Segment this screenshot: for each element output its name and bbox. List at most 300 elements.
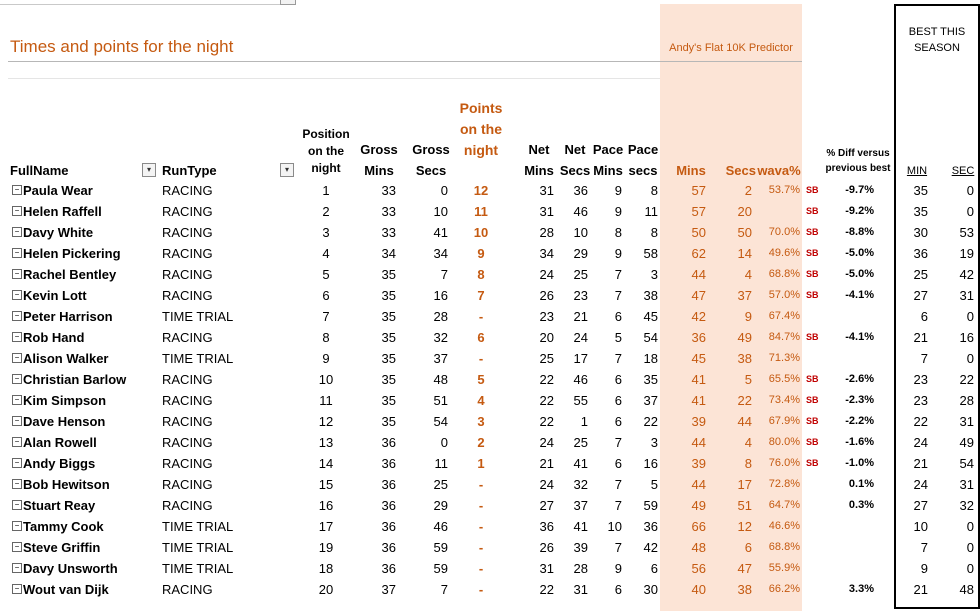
season-best-badge: SB	[806, 227, 819, 237]
wava-cell: 55.9%	[768, 562, 800, 574]
expand-collapse-icon[interactable]: −	[12, 584, 22, 594]
runtype-cell: RACING	[162, 246, 213, 261]
predicted-secs-cell: 4	[744, 267, 752, 282]
fullname-cell: Paula Wear	[23, 183, 93, 198]
best-sec-cell: 49	[959, 435, 974, 450]
predicted-secs-cell: 12	[737, 519, 752, 534]
wava-cell: 68.8%	[768, 541, 800, 553]
diff-cell: -4.1%	[845, 331, 874, 343]
gross-secs-cell: 32	[433, 330, 448, 345]
predicted-mins-cell: 40	[691, 582, 706, 597]
wava-cell: 67.9%	[768, 415, 800, 427]
position-cell: 17	[318, 519, 334, 534]
predicted-secs-cell: 47	[737, 561, 752, 576]
predicted-secs-cell: 22	[737, 393, 752, 408]
points-cell: 5	[477, 372, 485, 387]
table-row	[0, 495, 980, 516]
expand-collapse-icon[interactable]: −	[12, 437, 22, 447]
diff-cell: 0.3%	[848, 499, 874, 511]
pace-mins-cell: 7	[614, 288, 622, 303]
pace-secs-cell: 38	[643, 288, 658, 303]
table-row	[0, 432, 980, 453]
predicted-secs-cell: 20	[737, 204, 752, 219]
best-min-cell: 7	[920, 351, 928, 366]
pace-mins-cell: 7	[614, 498, 622, 513]
predicted-mins-cell: 41	[691, 393, 706, 408]
expand-collapse-icon[interactable]: −	[12, 458, 22, 468]
fullname-cell: Christian Barlow	[23, 372, 127, 387]
best-sec-cell: 28	[959, 393, 974, 408]
predicted-mins-cell: 48	[691, 540, 706, 555]
position-cell: 1	[322, 183, 330, 198]
position-cell: 2	[322, 204, 330, 219]
diff-cell: 3.3%	[848, 583, 874, 595]
table-row	[0, 579, 980, 600]
expand-collapse-icon[interactable]: −	[12, 374, 22, 384]
header-points: Points on the night	[459, 100, 503, 158]
title-divider	[8, 61, 660, 62]
expand-collapse-icon[interactable]: −	[12, 311, 22, 321]
best-min-cell: 27	[913, 498, 928, 513]
net-secs-cell: 23	[573, 288, 588, 303]
header-position: Position on the night	[302, 127, 350, 175]
net-mins-cell: 26	[539, 540, 554, 555]
runtype-cell: TIME TRIAL	[162, 519, 234, 534]
pace-mins-cell: 9	[614, 561, 622, 576]
fullname-cell: Alison Walker	[23, 351, 109, 366]
gross-mins-cell: 33	[381, 204, 396, 219]
diff-cell: 0.1%	[848, 478, 874, 490]
expand-collapse-icon[interactable]: −	[12, 353, 22, 363]
predicted-secs-cell: 44	[737, 414, 752, 429]
diff-cell: -8.8%	[845, 226, 874, 238]
net-secs-cell: 1	[580, 414, 588, 429]
points-cell: 10	[473, 225, 489, 240]
header-gross-mins: Gross Mins	[360, 142, 398, 178]
predicted-secs-cell: 50	[737, 225, 752, 240]
gross-mins-cell: 36	[381, 519, 396, 534]
pace-secs-cell: 5	[650, 477, 658, 492]
expand-collapse-icon[interactable]: −	[12, 416, 22, 426]
points-cell: -	[478, 561, 484, 576]
points-cell: -	[478, 498, 484, 513]
header-runtype: RunType	[162, 163, 217, 178]
runtype-cell: RACING	[162, 267, 213, 282]
pace-secs-cell: 42	[643, 540, 658, 555]
points-cell: -	[478, 309, 484, 324]
pace-secs-cell: 30	[643, 582, 658, 597]
predicted-mins-cell: 44	[691, 435, 706, 450]
gross-mins-cell: 34	[381, 246, 396, 261]
gross-mins-cell: 36	[381, 540, 396, 555]
pace-secs-cell: 8	[650, 225, 658, 240]
net-secs-cell: 10	[573, 225, 588, 240]
pace-secs-cell: 59	[643, 498, 658, 513]
pace-mins-cell: 9	[614, 246, 622, 261]
net-mins-cell: 20	[539, 330, 554, 345]
predicted-mins-cell: 36	[691, 330, 706, 345]
points-cell: 2	[477, 435, 485, 450]
table-row	[0, 285, 980, 306]
predicted-secs-cell: 14	[737, 246, 752, 261]
best-min-cell: 30	[913, 225, 928, 240]
pace-secs-cell: 37	[643, 393, 658, 408]
header-fullname: FullName	[10, 163, 69, 178]
gross-secs-cell: 54	[433, 414, 448, 429]
position-cell: 10	[318, 372, 334, 387]
best-sec-cell: 0	[966, 519, 974, 534]
pace-mins-cell: 6	[614, 582, 622, 597]
best-min-cell: 7	[920, 540, 928, 555]
position-cell: 12	[318, 414, 334, 429]
predicted-secs-cell: 6	[744, 540, 752, 555]
best-min-cell: 21	[913, 456, 928, 471]
diff-cell: -1.0%	[845, 457, 874, 469]
predicted-mins-cell: 49	[691, 498, 706, 513]
season-best-badge: SB	[806, 248, 819, 258]
best-min-cell: 27	[913, 288, 928, 303]
diff-cell: -5.0%	[845, 247, 874, 259]
runtype-cell: TIME TRIAL	[162, 309, 234, 324]
pace-secs-cell: 58	[643, 246, 658, 261]
expand-collapse-icon[interactable]: −	[12, 542, 22, 552]
season-best-badge: SB	[806, 332, 819, 342]
net-secs-cell: 24	[573, 330, 588, 345]
title-divider-light	[8, 78, 660, 79]
runtype-cell: RACING	[162, 414, 213, 429]
expand-collapse-icon[interactable]: −	[12, 332, 22, 342]
diff-cell: -2.3%	[845, 394, 874, 406]
gross-secs-cell: 11	[434, 456, 448, 471]
wava-cell: 57.0%	[768, 289, 800, 301]
runtype-cell: RACING	[162, 225, 213, 240]
header-pred-mins: Mins	[676, 163, 706, 178]
runtype-cell: RACING	[162, 477, 213, 492]
pace-mins-cell: 7	[614, 351, 622, 366]
season-best-badge: SB	[806, 206, 819, 216]
gross-secs-cell: 48	[433, 372, 448, 387]
net-secs-cell: 37	[573, 498, 588, 513]
diff-cell: -9.7%	[845, 184, 874, 196]
wava-cell: 49.6%	[768, 247, 800, 259]
predicted-mins-cell: 47	[691, 288, 706, 303]
best-sec-cell: 0	[966, 309, 974, 324]
gross-mins-cell: 33	[381, 225, 396, 240]
predicted-mins-cell: 44	[691, 267, 706, 282]
predicted-mins-cell: 39	[691, 456, 706, 471]
diff-cell: -1.6%	[845, 436, 874, 448]
wava-cell: 80.0%	[768, 436, 800, 448]
gross-mins-cell: 35	[381, 288, 396, 303]
predicted-secs-cell: 37	[737, 288, 752, 303]
pace-mins-cell: 7	[614, 477, 622, 492]
gross-secs-cell: 37	[433, 351, 448, 366]
net-secs-cell: 31	[573, 582, 588, 597]
points-cell: 3	[477, 414, 485, 429]
fullname-cell: Rob Hand	[23, 330, 85, 345]
diff-cell: -4.1%	[845, 289, 874, 301]
net-mins-cell: 22	[539, 393, 554, 408]
position-cell: 16	[318, 498, 334, 513]
fullname-cell: Andy Biggs	[23, 456, 96, 471]
gross-secs-cell: 59	[433, 561, 448, 576]
gross-mins-cell: 35	[381, 267, 396, 282]
points-cell: 7	[477, 288, 485, 303]
fullname-cell: Steve Griffin	[23, 540, 101, 555]
pace-mins-cell: 6	[614, 372, 622, 387]
predicted-mins-cell: 62	[691, 246, 706, 261]
header-pred-secs: Secs	[725, 163, 756, 178]
expand-collapse-icon[interactable]: −	[12, 563, 22, 573]
best-sec-cell: 22	[959, 372, 974, 387]
header-net-mins: Net Mins	[524, 142, 554, 178]
wava-cell: 46.6%	[768, 520, 800, 532]
gross-secs-cell: 51	[433, 393, 448, 408]
filter-sort-icon[interactable]: ▾	[142, 163, 156, 177]
pace-mins-cell: 10	[607, 519, 622, 534]
gross-mins-cell: 36	[381, 435, 396, 450]
best-min-cell: 35	[913, 204, 928, 219]
pace-secs-cell: 3	[650, 267, 658, 282]
header-sec: SEC	[951, 165, 975, 177]
points-cell: 1	[477, 456, 485, 471]
net-secs-cell: 21	[573, 309, 588, 324]
position-cell: 8	[322, 330, 330, 345]
best-min-cell: 21	[913, 582, 928, 597]
runtype-cell: RACING	[162, 435, 213, 450]
wava-cell: 53.7%	[768, 184, 800, 196]
net-mins-cell: 22	[539, 582, 554, 597]
header-gross-secs: Gross Secs	[412, 142, 450, 178]
predicted-secs-cell: 8	[744, 456, 752, 471]
season-best-badge: SB	[806, 458, 819, 468]
pace-secs-cell: 35	[643, 372, 658, 387]
best-sec-cell: 32	[959, 498, 974, 513]
pace-mins-cell: 5	[614, 330, 622, 345]
pace-secs-cell: 54	[643, 330, 658, 345]
table-row	[0, 222, 980, 243]
pace-secs-cell: 8	[650, 183, 658, 198]
net-mins-cell: 24	[539, 435, 554, 450]
best-sec-cell: 31	[959, 477, 974, 492]
gross-secs-cell: 0	[440, 435, 448, 450]
fullname-cell: Stuart Reay	[23, 498, 96, 513]
gross-mins-cell: 35	[381, 309, 396, 324]
best-min-cell: 6	[920, 309, 928, 324]
best-sec-cell: 42	[959, 267, 974, 282]
position-cell: 15	[318, 477, 334, 492]
wava-cell: 73.4%	[768, 394, 800, 406]
table-row	[0, 180, 980, 201]
expand-collapse-icon[interactable]: −	[12, 185, 22, 195]
best-this-season-title: BEST THIS SEASON	[908, 26, 966, 54]
fullname-cell: Wout van Dijk	[23, 582, 109, 597]
points-cell: 8	[477, 267, 485, 282]
fullname-cell: Davy White	[23, 225, 94, 240]
runtype-cell: RACING	[162, 582, 213, 597]
expand-collapse-icon[interactable]: −	[12, 500, 22, 510]
net-mins-cell: 28	[539, 225, 554, 240]
gross-secs-cell: 28	[433, 309, 448, 324]
best-sec-cell: 53	[959, 225, 974, 240]
predicted-mins-cell: 50	[691, 225, 706, 240]
gross-secs-cell: 46	[433, 519, 448, 534]
fullname-cell: Tammy Cook	[23, 519, 104, 534]
best-min-cell: 23	[913, 393, 928, 408]
predicted-mins-cell: 56	[691, 561, 706, 576]
best-sec-cell: 16	[959, 330, 974, 345]
table-row	[0, 201, 980, 222]
pace-secs-cell: 36	[643, 519, 658, 534]
gross-mins-cell: 36	[381, 561, 396, 576]
gross-secs-cell: 7	[440, 267, 448, 282]
season-best-badge: SB	[806, 374, 819, 384]
table-row	[0, 348, 980, 369]
points-cell: -	[478, 477, 484, 492]
predicted-mins-cell: 45	[691, 351, 706, 366]
gross-mins-cell: 36	[381, 456, 396, 471]
gross-mins-cell: 35	[381, 330, 396, 345]
position-cell: 7	[322, 309, 330, 324]
predicted-secs-cell: 38	[737, 351, 752, 366]
expand-collapse-icon[interactable]: −	[12, 395, 22, 405]
gross-mins-cell: 35	[381, 351, 396, 366]
best-sec-cell: 0	[966, 561, 974, 576]
expand-collapse-icon[interactable]: −	[12, 248, 22, 258]
dropdown-button[interactable]	[280, 0, 296, 5]
predicted-mins-cell: 57	[691, 183, 706, 198]
fullname-cell: Peter Harrison	[23, 309, 113, 324]
wava-cell: 72.8%	[768, 478, 800, 490]
expand-collapse-icon[interactable]: −	[12, 269, 22, 279]
best-sec-cell: 0	[966, 204, 974, 219]
net-secs-cell: 41	[573, 519, 588, 534]
season-best-badge: SB	[806, 395, 819, 405]
fullname-cell: Bob Hewitson	[23, 477, 110, 492]
best-sec-cell: 19	[959, 246, 974, 261]
season-best-badge: SB	[806, 290, 819, 300]
gross-secs-cell: 25	[433, 477, 448, 492]
best-sec-cell: 31	[959, 288, 974, 303]
predicted-secs-cell: 17	[737, 477, 752, 492]
net-mins-cell: 27	[539, 498, 554, 513]
wava-cell: 76.0%	[768, 457, 800, 469]
gross-mins-cell: 35	[381, 414, 396, 429]
best-min-cell: 25	[913, 267, 928, 282]
fullname-cell: Helen Raffell	[23, 204, 102, 219]
net-mins-cell: 31	[539, 561, 554, 576]
position-cell: 5	[322, 267, 330, 282]
position-cell: 19	[318, 540, 334, 555]
expand-collapse-icon[interactable]: −	[12, 227, 22, 237]
best-min-cell: 24	[913, 435, 928, 450]
header-diff: % Diff versus previous best	[825, 148, 891, 174]
expand-collapse-icon[interactable]: −	[12, 479, 22, 489]
net-mins-cell: 24	[539, 477, 554, 492]
net-secs-cell: 25	[573, 435, 588, 450]
table-row	[0, 390, 980, 411]
gross-secs-cell: 0	[440, 183, 448, 198]
season-best-badge: SB	[806, 437, 819, 447]
expand-collapse-icon[interactable]: −	[12, 206, 22, 216]
pace-secs-cell: 45	[643, 309, 658, 324]
best-sec-cell: 48	[959, 582, 974, 597]
position-cell: 4	[322, 246, 330, 261]
header-wava: wava%	[757, 163, 801, 178]
runtype-cell: RACING	[162, 456, 213, 471]
pace-mins-cell: 8	[614, 225, 622, 240]
net-secs-cell: 46	[573, 372, 588, 387]
fullname-cell: Alan Rowell	[23, 435, 97, 450]
pace-mins-cell: 9	[614, 183, 622, 198]
expand-collapse-icon[interactable]: −	[12, 290, 22, 300]
net-mins-cell: 23	[539, 309, 554, 324]
gross-secs-cell: 34	[433, 246, 448, 261]
gross-mins-cell: 35	[381, 393, 396, 408]
net-secs-cell: 55	[573, 393, 588, 408]
gross-mins-cell: 33	[381, 183, 396, 198]
gross-secs-cell: 10	[433, 204, 448, 219]
diff-cell: -5.0%	[845, 268, 874, 280]
predicted-secs-cell: 51	[737, 498, 752, 513]
fullname-cell: Davy Unsworth	[23, 561, 118, 576]
header-min: MIN	[906, 165, 928, 177]
gross-mins-cell: 35	[381, 372, 396, 387]
table-row	[0, 537, 980, 558]
best-min-cell: 35	[913, 183, 928, 198]
header-net-secs: Net Secs	[559, 142, 591, 178]
net-secs-cell: 29	[573, 246, 588, 261]
table-row	[0, 264, 980, 285]
pace-secs-cell: 3	[650, 435, 658, 450]
points-cell: 9	[477, 246, 485, 261]
diff-cell: -9.2%	[845, 205, 874, 217]
page-title: Times and points for the night	[10, 37, 234, 56]
best-min-cell: 9	[920, 561, 928, 576]
table-row	[0, 453, 980, 474]
filter-bar-remnant	[0, 0, 296, 5]
wava-cell: 67.4%	[768, 310, 800, 322]
net-mins-cell: 21	[539, 456, 554, 471]
season-best-badge: SB	[806, 416, 819, 426]
pace-secs-cell: 11	[644, 204, 658, 219]
net-mins-cell: 25	[539, 351, 554, 366]
best-min-cell: 22	[913, 414, 928, 429]
predicted-secs-cell: 2	[744, 183, 752, 198]
predicted-mins-cell: 66	[691, 519, 706, 534]
position-cell: 11	[319, 393, 333, 408]
predicted-mins-cell: 44	[691, 477, 706, 492]
net-secs-cell: 36	[573, 183, 588, 198]
wava-cell: 64.7%	[768, 499, 800, 511]
predicted-mins-cell: 57	[691, 204, 706, 219]
net-mins-cell: 26	[539, 288, 554, 303]
points-cell: -	[478, 540, 484, 555]
net-secs-cell: 41	[573, 456, 588, 471]
predicted-secs-cell: 9	[744, 309, 752, 324]
predicted-mins-cell: 41	[691, 372, 706, 387]
filter-dropdown-icon[interactable]: ▾	[280, 163, 294, 177]
position-cell: 9	[322, 351, 330, 366]
expand-collapse-icon[interactable]: −	[12, 521, 22, 531]
fullname-cell: Kim Simpson	[23, 393, 107, 408]
net-secs-cell: 17	[573, 351, 588, 366]
runtype-cell: RACING	[162, 330, 213, 345]
gross-secs-cell: 29	[433, 498, 448, 513]
points-cell: -	[478, 582, 484, 597]
predicted-secs-cell: 4	[744, 435, 752, 450]
predictor-divider	[660, 61, 802, 62]
